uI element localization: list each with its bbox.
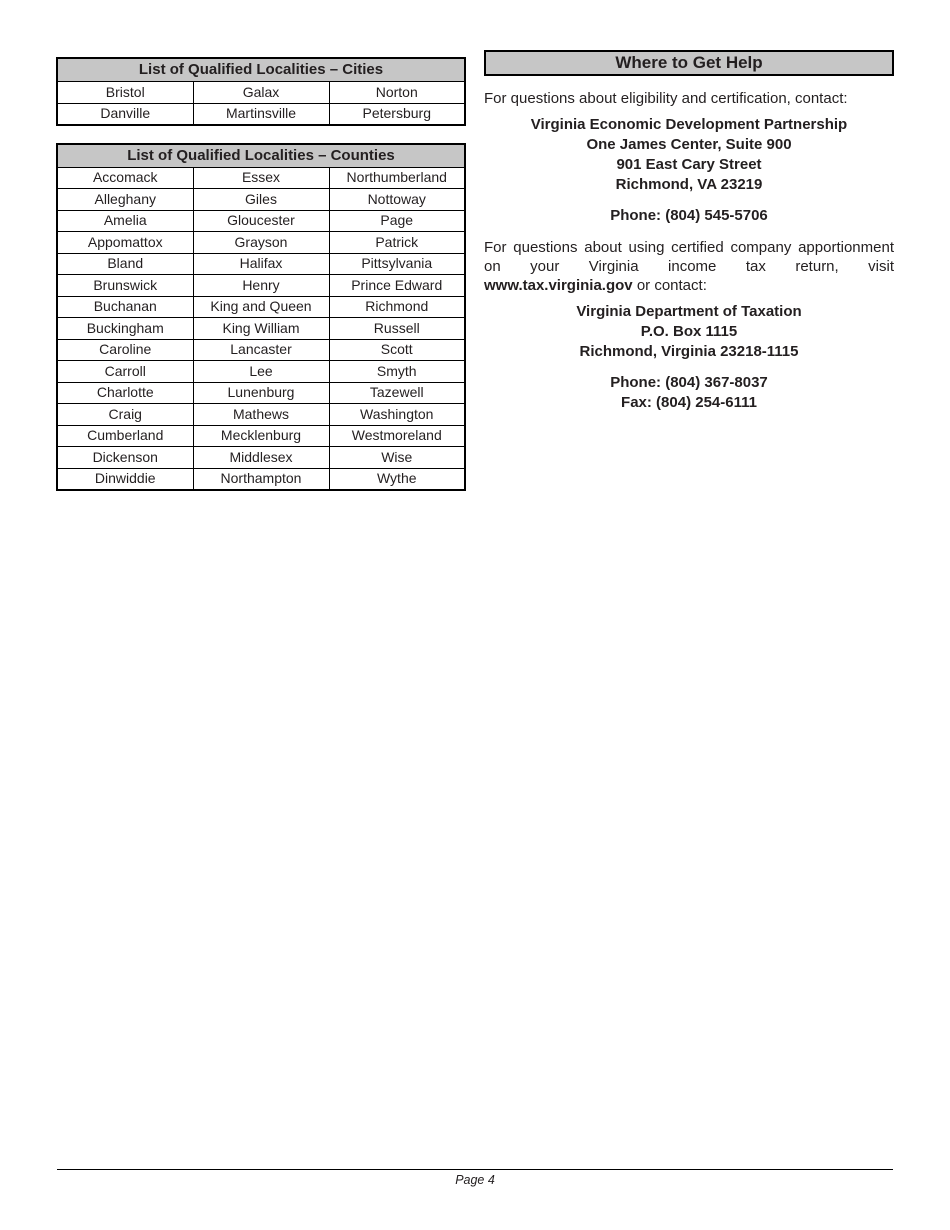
tax-dept-address-block: [484, 302, 894, 362]
locality-cell: Russell: [329, 318, 465, 340]
table-row: [57, 339, 465, 361]
tax-dept-phone-fax-block: [484, 373, 894, 413]
tax-dept-city-line: Richmond, Virginia 23218-1115: [579, 343, 799, 360]
locality-cell: King William: [193, 318, 329, 340]
vedp-street-line: 901 East Cary Street: [616, 156, 762, 173]
cities-table-header: [57, 58, 465, 82]
vedp-name-line: Virginia Economic Development Partnership: [530, 116, 848, 133]
locality-cell: Northumberland: [329, 167, 465, 189]
locality-cell: Alleghany: [57, 189, 193, 211]
vedp-phone: Phone: (804) 545-5706: [610, 207, 768, 224]
help-section-title: Where to Get Help: [484, 50, 894, 76]
table-row: [57, 447, 465, 469]
locality-cell: Middlesex: [193, 447, 329, 469]
locality-cell: Essex: [193, 167, 329, 189]
vedp-city-line: Richmond, VA 23219: [615, 176, 763, 193]
table-header-row: [57, 58, 465, 82]
tax-dept-pobox-line: P.O. Box 1115: [640, 323, 738, 340]
locality-cell: Petersburg: [329, 103, 465, 125]
locality-cell: Bland: [57, 253, 193, 275]
counties-table-body: [57, 167, 465, 490]
locality-cell: Carroll: [57, 361, 193, 383]
table-row: [57, 253, 465, 275]
locality-cell: Northampton: [193, 468, 329, 490]
locality-cell: Lunenburg: [193, 382, 329, 404]
locality-cell: Craig: [57, 404, 193, 426]
tax-dept-name-line: Virginia Department of Taxation: [576, 303, 802, 320]
localities-column: [56, 57, 466, 491]
locality-cell: Wise: [329, 447, 465, 469]
locality-cell: Norton: [329, 82, 465, 104]
locality-cell: Tazewell: [329, 382, 465, 404]
table-row: [57, 210, 465, 232]
locality-cell: Page: [329, 210, 465, 232]
locality-cell: Lancaster: [193, 339, 329, 361]
table-row: [57, 296, 465, 318]
locality-cell: Patrick: [329, 232, 465, 254]
locality-cell: Wythe: [329, 468, 465, 490]
locality-cell: Bristol: [57, 82, 193, 104]
table-row: [57, 275, 465, 297]
help-column: [484, 50, 894, 413]
locality-cell: Mecklenburg: [193, 425, 329, 447]
table-row: [57, 189, 465, 211]
apportionment-text-post: or contact:: [632, 277, 707, 294]
table-row: [57, 167, 465, 189]
locality-cell: Buchanan: [57, 296, 193, 318]
locality-cell: Caroline: [57, 339, 193, 361]
table-header-row: [57, 144, 465, 168]
counties-table: [56, 143, 466, 491]
locality-cell: Martinsville: [193, 103, 329, 125]
counties-table-header: [57, 144, 465, 168]
locality-cell: Amelia: [57, 210, 193, 232]
counties-table-title: List of Qualified Localities – Counties: [57, 144, 465, 168]
locality-cell: Smyth: [329, 361, 465, 383]
locality-cell: Dickenson: [57, 447, 193, 469]
locality-cell: Washington: [329, 404, 465, 426]
cities-table-title: List of Qualified Localities – Cities: [57, 58, 465, 82]
table-row: [57, 425, 465, 447]
locality-cell: Westmoreland: [329, 425, 465, 447]
locality-cell: Accomack: [57, 167, 193, 189]
locality-cell: Buckingham: [57, 318, 193, 340]
locality-cell: Dinwiddie: [57, 468, 193, 490]
locality-cell: Galax: [193, 82, 329, 104]
locality-cell: Richmond: [329, 296, 465, 318]
help-intro-apportionment: [484, 238, 894, 295]
locality-cell: Grayson: [193, 232, 329, 254]
apportionment-text-pre: For questions about using certified company apportionment on your Virginia income tax return, visit: [484, 239, 894, 275]
vedp-address-block: [484, 115, 894, 195]
locality-cell: Cumberland: [57, 425, 193, 447]
vedp-suite-line: One James Center, Suite 900: [586, 136, 792, 153]
table-row: [57, 232, 465, 254]
tax-dept-fax: Fax: (804) 254-6111: [621, 394, 757, 411]
locality-cell: Giles: [193, 189, 329, 211]
locality-cell: Scott: [329, 339, 465, 361]
locality-cell: Appomattox: [57, 232, 193, 254]
locality-cell: Halifax: [193, 253, 329, 275]
locality-cell: Pittsylvania: [329, 253, 465, 275]
locality-cell: Lee: [193, 361, 329, 383]
cities-table: [56, 57, 466, 126]
table-row: [57, 318, 465, 340]
locality-cell: Brunswick: [57, 275, 193, 297]
locality-cell: Danville: [57, 103, 193, 125]
locality-cell: Mathews: [193, 404, 329, 426]
page-number: Page 4: [455, 1173, 495, 1187]
locality-cell: Henry: [193, 275, 329, 297]
table-row: [57, 82, 465, 104]
page-footer: [57, 1169, 893, 1188]
table-row: [57, 103, 465, 125]
table-row: [57, 404, 465, 426]
locality-cell: Charlotte: [57, 382, 193, 404]
table-row: [57, 468, 465, 490]
help-intro-eligibility: For questions about eligibility and certification, contact:: [484, 90, 848, 107]
locality-cell: Nottoway: [329, 189, 465, 211]
table-row: [57, 382, 465, 404]
table-row: [57, 361, 465, 383]
tax-website-link[interactable]: www.tax.virginia.gov: [484, 277, 633, 294]
tax-dept-phone: Phone: (804) 367-8037: [610, 374, 768, 391]
locality-cell: Prince Edward: [329, 275, 465, 297]
locality-cell: King and Queen: [193, 296, 329, 318]
cities-table-body: [57, 82, 465, 125]
locality-cell: Gloucester: [193, 210, 329, 232]
